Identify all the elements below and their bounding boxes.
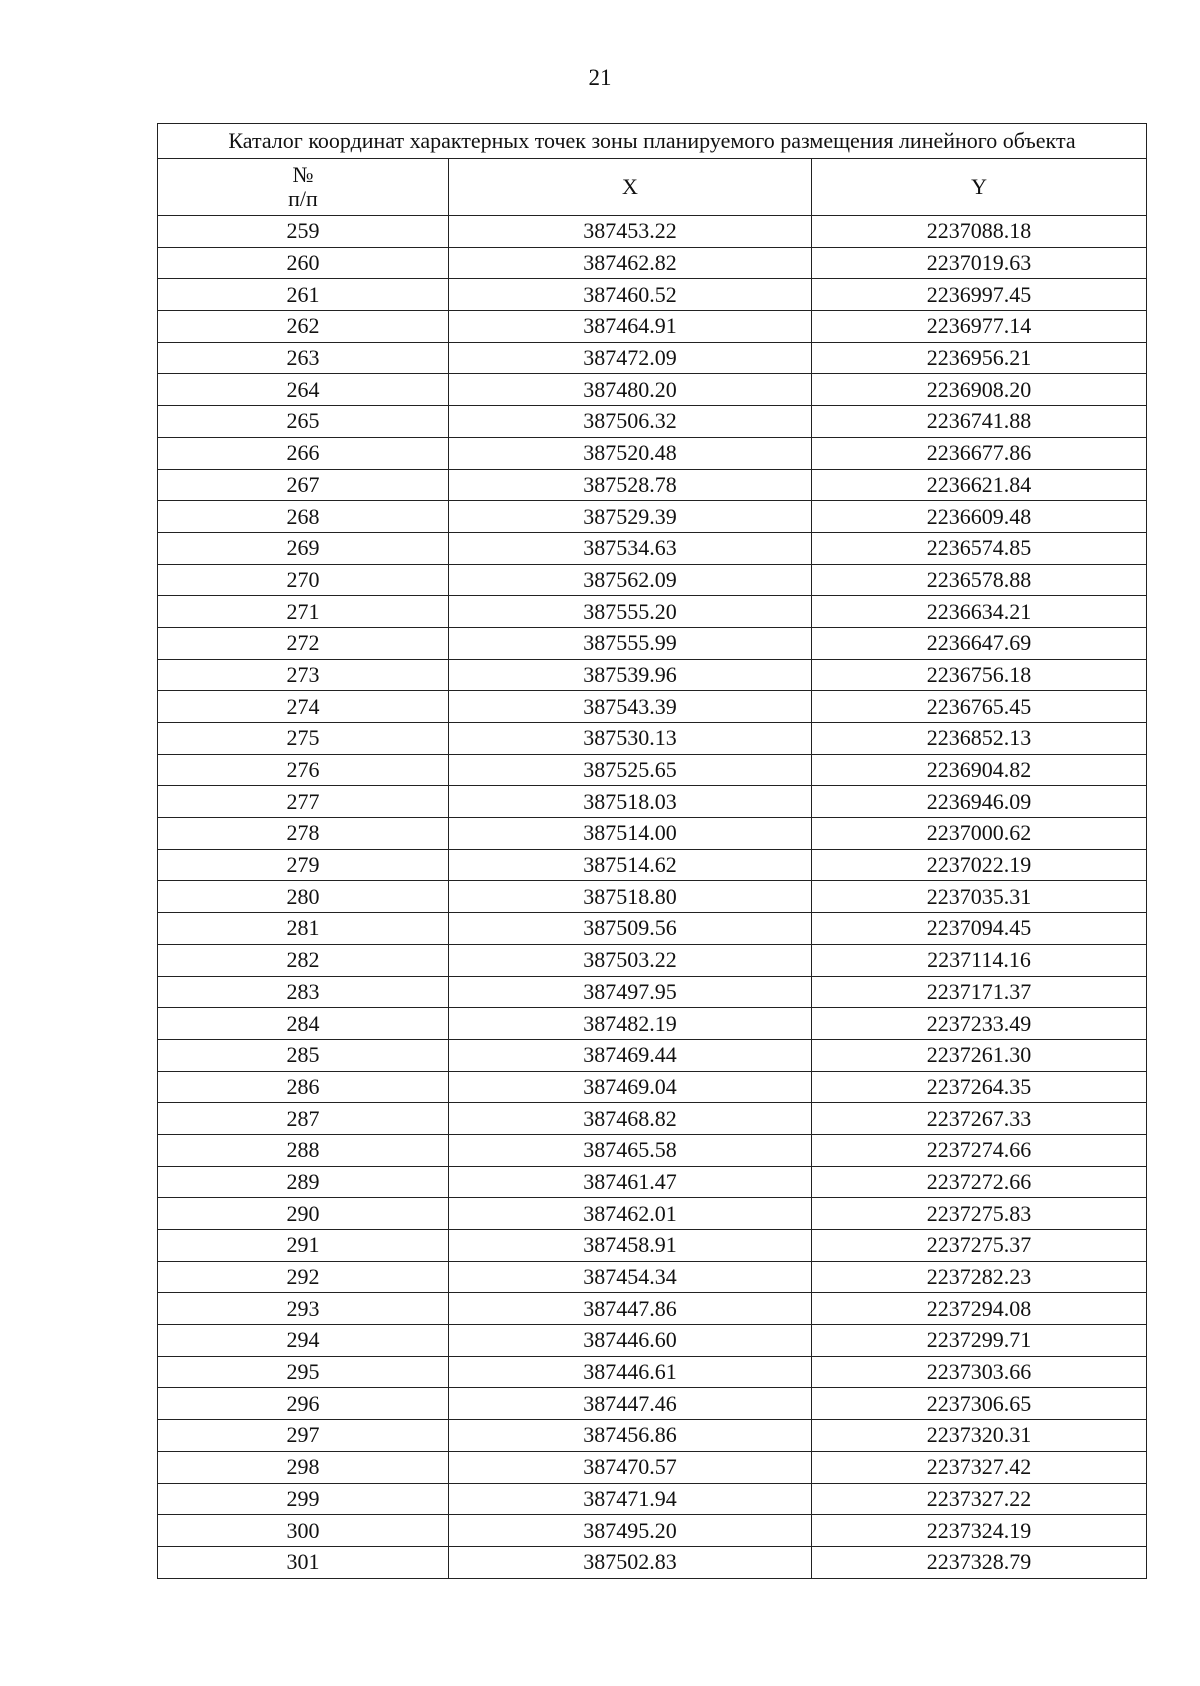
table-row (158, 1356, 1147, 1388)
point-number-cell: 292 (158, 1261, 449, 1293)
x-coordinate-cell: 387525.65 (449, 754, 812, 786)
x-coordinate-cell: 387514.62 (449, 849, 812, 881)
table-row (158, 1420, 1147, 1452)
point-number-cell: 297 (158, 1420, 449, 1452)
x-coordinate-cell: 387453.22 (449, 216, 812, 248)
point-number-cell: 274 (158, 691, 449, 723)
point-number-cell: 281 (158, 913, 449, 945)
table-row (158, 501, 1147, 533)
x-coordinate-cell: 387469.04 (449, 1071, 812, 1103)
point-number-cell: 286 (158, 1071, 449, 1103)
table-row (158, 279, 1147, 311)
point-number-cell: 298 (158, 1451, 449, 1483)
x-coordinate-cell: 387454.34 (449, 1261, 812, 1293)
table-row (158, 1039, 1147, 1071)
table-row (158, 659, 1147, 691)
x-coordinate-cell: 387529.39 (449, 501, 812, 533)
x-coordinate-cell: 387464.91 (449, 311, 812, 343)
y-coordinate-cell: 2236741.88 (812, 406, 1147, 438)
x-coordinate-cell: 387518.80 (449, 881, 812, 913)
x-coordinate-cell: 387446.60 (449, 1325, 812, 1357)
x-coordinate-cell: 387472.09 (449, 342, 812, 374)
y-coordinate-cell: 2236609.48 (812, 501, 1147, 533)
table-row (158, 311, 1147, 343)
y-coordinate-cell: 2237327.42 (812, 1451, 1147, 1483)
y-coordinate-cell: 2237274.66 (812, 1134, 1147, 1166)
point-number-cell: 276 (158, 754, 449, 786)
table-row (158, 1451, 1147, 1483)
table-row (158, 437, 1147, 469)
y-coordinate-cell: 2236956.21 (812, 342, 1147, 374)
y-coordinate-cell: 2236765.45 (812, 691, 1147, 723)
y-coordinate-cell: 2237324.19 (812, 1515, 1147, 1547)
x-coordinate-cell: 387462.01 (449, 1198, 812, 1230)
y-coordinate-cell: 2236634.21 (812, 596, 1147, 628)
point-number-cell: 268 (158, 501, 449, 533)
column-header-number-symbol: № (292, 162, 314, 187)
table-row (158, 1325, 1147, 1357)
x-coordinate-cell: 387530.13 (449, 723, 812, 755)
point-number-cell: 296 (158, 1388, 449, 1420)
column-header-number-abbr: п/п (288, 186, 318, 211)
point-number-cell: 269 (158, 532, 449, 564)
table-title: Каталог координат характерных точек зоны планируемого размещения линейного объекта (158, 124, 1147, 159)
x-coordinate-cell: 387518.03 (449, 786, 812, 818)
point-number-cell: 277 (158, 786, 449, 818)
table-row (158, 1261, 1147, 1293)
y-coordinate-cell: 2237088.18 (812, 216, 1147, 248)
table-row (158, 786, 1147, 818)
point-number-cell: 294 (158, 1325, 449, 1357)
point-number-cell: 290 (158, 1198, 449, 1230)
point-number-cell: 264 (158, 374, 449, 406)
point-number-cell: 287 (158, 1103, 449, 1135)
y-coordinate-cell: 2237267.33 (812, 1103, 1147, 1135)
x-coordinate-cell: 387470.57 (449, 1451, 812, 1483)
y-coordinate-cell: 2237233.49 (812, 1008, 1147, 1040)
y-coordinate-cell: 2237294.08 (812, 1293, 1147, 1325)
y-coordinate-cell: 2236997.45 (812, 279, 1147, 311)
point-number-cell: 263 (158, 342, 449, 374)
point-number-cell: 261 (158, 279, 449, 311)
x-coordinate-cell: 387502.83 (449, 1546, 812, 1578)
x-coordinate-cell: 387543.39 (449, 691, 812, 723)
y-coordinate-cell: 2236977.14 (812, 311, 1147, 343)
table-row (158, 754, 1147, 786)
y-coordinate-cell: 2237019.63 (812, 247, 1147, 279)
point-number-cell: 266 (158, 437, 449, 469)
coordinates-catalog-table (157, 123, 1147, 1579)
y-coordinate-cell: 2236852.13 (812, 723, 1147, 755)
point-number-cell: 272 (158, 627, 449, 659)
point-number-cell: 288 (158, 1134, 449, 1166)
point-number-cell: 267 (158, 469, 449, 501)
y-coordinate-cell: 2237022.19 (812, 849, 1147, 881)
x-coordinate-cell: 387460.52 (449, 279, 812, 311)
point-number-cell: 295 (158, 1356, 449, 1388)
y-coordinate-cell: 2237261.30 (812, 1039, 1147, 1071)
table-row (158, 1134, 1147, 1166)
table-row (158, 627, 1147, 659)
table-row (158, 913, 1147, 945)
point-number-cell: 285 (158, 1039, 449, 1071)
y-coordinate-cell: 2236677.86 (812, 437, 1147, 469)
table-row (158, 1515, 1147, 1547)
table-row (158, 944, 1147, 976)
x-coordinate-cell: 387458.91 (449, 1230, 812, 1262)
y-coordinate-cell: 2236756.18 (812, 659, 1147, 691)
y-coordinate-cell: 2237327.22 (812, 1483, 1147, 1515)
y-coordinate-cell: 2236908.20 (812, 374, 1147, 406)
point-number-cell: 273 (158, 659, 449, 691)
x-coordinate-cell: 387528.78 (449, 469, 812, 501)
x-coordinate-cell: 387447.46 (449, 1388, 812, 1420)
point-number-cell: 271 (158, 596, 449, 628)
x-coordinate-cell: 387509.56 (449, 913, 812, 945)
x-coordinate-cell: 387446.61 (449, 1356, 812, 1388)
x-coordinate-cell: 387465.58 (449, 1134, 812, 1166)
y-coordinate-cell: 2237114.16 (812, 944, 1147, 976)
x-coordinate-cell: 387506.32 (449, 406, 812, 438)
x-coordinate-cell: 387468.82 (449, 1103, 812, 1135)
point-number-cell: 301 (158, 1546, 449, 1578)
table-row (158, 976, 1147, 1008)
x-coordinate-cell: 387520.48 (449, 437, 812, 469)
x-coordinate-cell: 387471.94 (449, 1483, 812, 1515)
y-coordinate-cell: 2237306.65 (812, 1388, 1147, 1420)
point-number-cell: 278 (158, 818, 449, 850)
y-coordinate-cell: 2236946.09 (812, 786, 1147, 818)
point-number-cell: 260 (158, 247, 449, 279)
table-row (158, 342, 1147, 374)
column-header-number (158, 159, 449, 216)
point-number-cell: 300 (158, 1515, 449, 1547)
table-row (158, 564, 1147, 596)
table-row (158, 216, 1147, 248)
table-row (158, 1546, 1147, 1578)
y-coordinate-cell: 2236621.84 (812, 469, 1147, 501)
table-row (158, 247, 1147, 279)
point-number-cell: 293 (158, 1293, 449, 1325)
table-row (158, 1388, 1147, 1420)
y-coordinate-cell: 2237303.66 (812, 1356, 1147, 1388)
table-row (158, 1483, 1147, 1515)
y-coordinate-cell: 2237035.31 (812, 881, 1147, 913)
point-number-cell: 299 (158, 1483, 449, 1515)
table-row (158, 596, 1147, 628)
table-row (158, 1293, 1147, 1325)
y-coordinate-cell: 2236904.82 (812, 754, 1147, 786)
table-row (158, 374, 1147, 406)
table-row (158, 406, 1147, 438)
table-row (158, 1071, 1147, 1103)
point-number-cell: 283 (158, 976, 449, 1008)
x-coordinate-cell: 387447.86 (449, 1293, 812, 1325)
table-row (158, 1008, 1147, 1040)
x-coordinate-cell: 387514.00 (449, 818, 812, 850)
y-coordinate-cell: 2237275.37 (812, 1230, 1147, 1262)
table-header-row (158, 159, 1147, 216)
y-coordinate-cell: 2237320.31 (812, 1420, 1147, 1452)
y-coordinate-cell: 2237094.45 (812, 913, 1147, 945)
table-row (158, 1230, 1147, 1262)
point-number-cell: 289 (158, 1166, 449, 1198)
point-number-cell: 280 (158, 881, 449, 913)
point-number-cell: 262 (158, 311, 449, 343)
table-row (158, 818, 1147, 850)
x-coordinate-cell: 387469.44 (449, 1039, 812, 1071)
x-coordinate-cell: 387555.99 (449, 627, 812, 659)
point-number-cell: 284 (158, 1008, 449, 1040)
point-number-cell: 279 (158, 849, 449, 881)
table-row (158, 469, 1147, 501)
x-coordinate-cell: 387539.96 (449, 659, 812, 691)
x-coordinate-cell: 387462.82 (449, 247, 812, 279)
y-coordinate-cell: 2237264.35 (812, 1071, 1147, 1103)
point-number-cell: 275 (158, 723, 449, 755)
table-row (158, 532, 1147, 564)
table-body (158, 216, 1147, 1579)
table-row (158, 1198, 1147, 1230)
table-row (158, 881, 1147, 913)
y-coordinate-cell: 2236574.85 (812, 532, 1147, 564)
y-coordinate-cell: 2237275.83 (812, 1198, 1147, 1230)
y-coordinate-cell: 2237272.66 (812, 1166, 1147, 1198)
point-number-cell: 259 (158, 216, 449, 248)
x-coordinate-cell: 387461.47 (449, 1166, 812, 1198)
x-coordinate-cell: 387495.20 (449, 1515, 812, 1547)
point-number-cell: 282 (158, 944, 449, 976)
column-header-x: X (449, 159, 812, 216)
x-coordinate-cell: 387534.63 (449, 532, 812, 564)
x-coordinate-cell: 387497.95 (449, 976, 812, 1008)
x-coordinate-cell: 387562.09 (449, 564, 812, 596)
y-coordinate-cell: 2236647.69 (812, 627, 1147, 659)
x-coordinate-cell: 387503.22 (449, 944, 812, 976)
y-coordinate-cell: 2237282.23 (812, 1261, 1147, 1293)
point-number-cell: 270 (158, 564, 449, 596)
x-coordinate-cell: 387480.20 (449, 374, 812, 406)
column-header-y: Y (812, 159, 1147, 216)
point-number-cell: 265 (158, 406, 449, 438)
y-coordinate-cell: 2237299.71 (812, 1325, 1147, 1357)
page-number: 21 (588, 65, 612, 90)
y-coordinate-cell: 2237000.62 (812, 818, 1147, 850)
x-coordinate-cell: 387555.20 (449, 596, 812, 628)
point-number-cell: 291 (158, 1230, 449, 1262)
y-coordinate-cell: 2237328.79 (812, 1546, 1147, 1578)
table-row (158, 723, 1147, 755)
x-coordinate-cell: 387482.19 (449, 1008, 812, 1040)
table-row (158, 691, 1147, 723)
table-row (158, 1166, 1147, 1198)
y-coordinate-cell: 2237171.37 (812, 976, 1147, 1008)
table-row (158, 1103, 1147, 1135)
x-coordinate-cell: 387456.86 (449, 1420, 812, 1452)
y-coordinate-cell: 2236578.88 (812, 564, 1147, 596)
table-title-row (158, 124, 1147, 159)
table-row (158, 849, 1147, 881)
